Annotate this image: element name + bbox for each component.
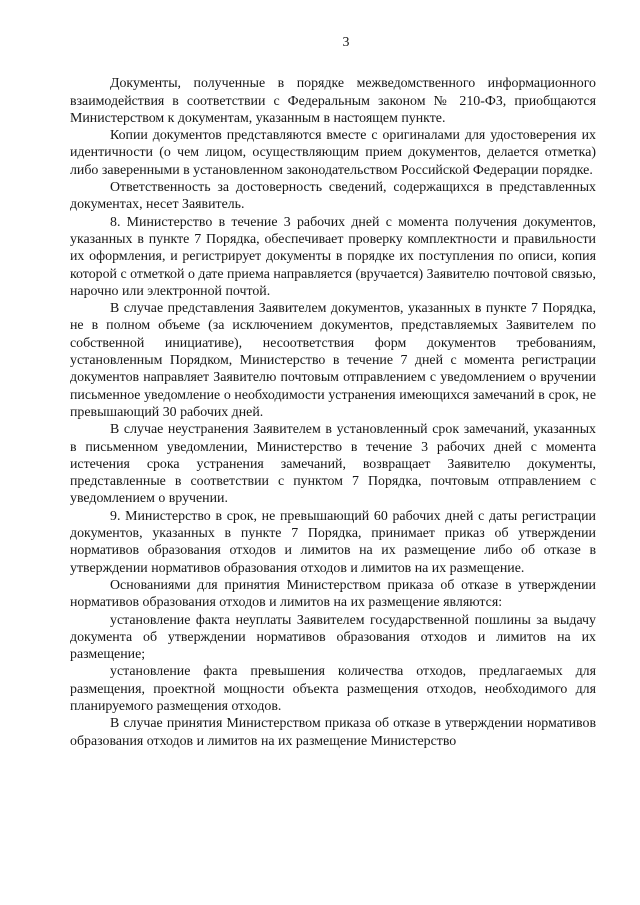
paragraph: В случае представления Заявителем документов, указанных в пункте 7 Порядка, не в полном объеме (за исключением документов, представляемых Заявителем по собственной инициативе), несоответствия форм документов требованиям, установленным Порядком, Министерство в течение 7 дней с момента регистрации документов направляет Заявителю почтовым отправлением с уведомлением о вручении письменное уведомление о необходимости устранения имеющихся замечаний в срок, не превышающий 30 рабочих дней. [70,301,596,420]
page-number: 3 [342,35,350,50]
paragraph: 9. Министерство в срок, не превышающий 60 рабочих дней с даты регистрации документов, указанных в пункте 7 Порядка, принимает приказ об утверждении нормативов образования отходов и лимитов на их размещение либо об отказе в утверждении нормативов образования отходов и лимитов на их размещение. [70,508,596,576]
paragraph: Документы, полученные в порядке межведомственного информационного взаимодействия в соответствии с Федеральным законом № 210-ФЗ, приобщаются Министерством к документам, указанным в настоящем пункте. [70,76,596,126]
paragraph: установление факта превышения количества отходов, предлагаемых для размещения, проектной мощности объекта размещения отходов, необходимого для планируемого размещения отходов. [70,664,596,714]
paragraph: Копии документов представляются вместе с оригиналами для удостоверения их идентичности (о чем лицом, осуществляющим прием документов, делается отметка) либо заверенными в установленном законодательством Российской Федерации порядке. [70,128,596,178]
paragraph: установление факта неуплаты Заявителем государственной пошлины за выдачу документа об утверждении нормативов образования отходов и лимитов на их размещение; [70,612,596,663]
paragraph: В случае принятия Министерством приказа об отказе в утверждении нормативов образования отходов и лимитов на их размещение Министерство [70,716,596,749]
paragraph: В случае неустранения Заявителем в установленный срок замечаний, указанных в письменном уведомлении, Министерство в течение 3 рабочих дней с момента истечения срока устранения замечаний, возвращает Заявителю документы, представленные в соответствии с пунктом 7 Порядка, почтовым отправлением с уведомлением о вручении. [70,422,596,507]
paragraph: Основаниями для принятия Министерством приказа об отказе в утверждении нормативов образования отходов и лимитов на их размещение являются: [70,577,596,611]
paragraph: Ответственность за достоверность сведений, содержащихся в представленных документах, несет Заявитель. [70,180,596,213]
paragraph: 8. Министерство в течение 3 рабочих дней с момента получения документов, указанных в пункте 7 Порядка, обеспечивает проверку комплектности и правильности их оформления, и регистрирует документы в порядке их поступления по описи, копия которой с отметкой о дате приема направляется (вручается) Заявителю почтовой связью, нарочно или электронной почтой. [70,214,596,299]
